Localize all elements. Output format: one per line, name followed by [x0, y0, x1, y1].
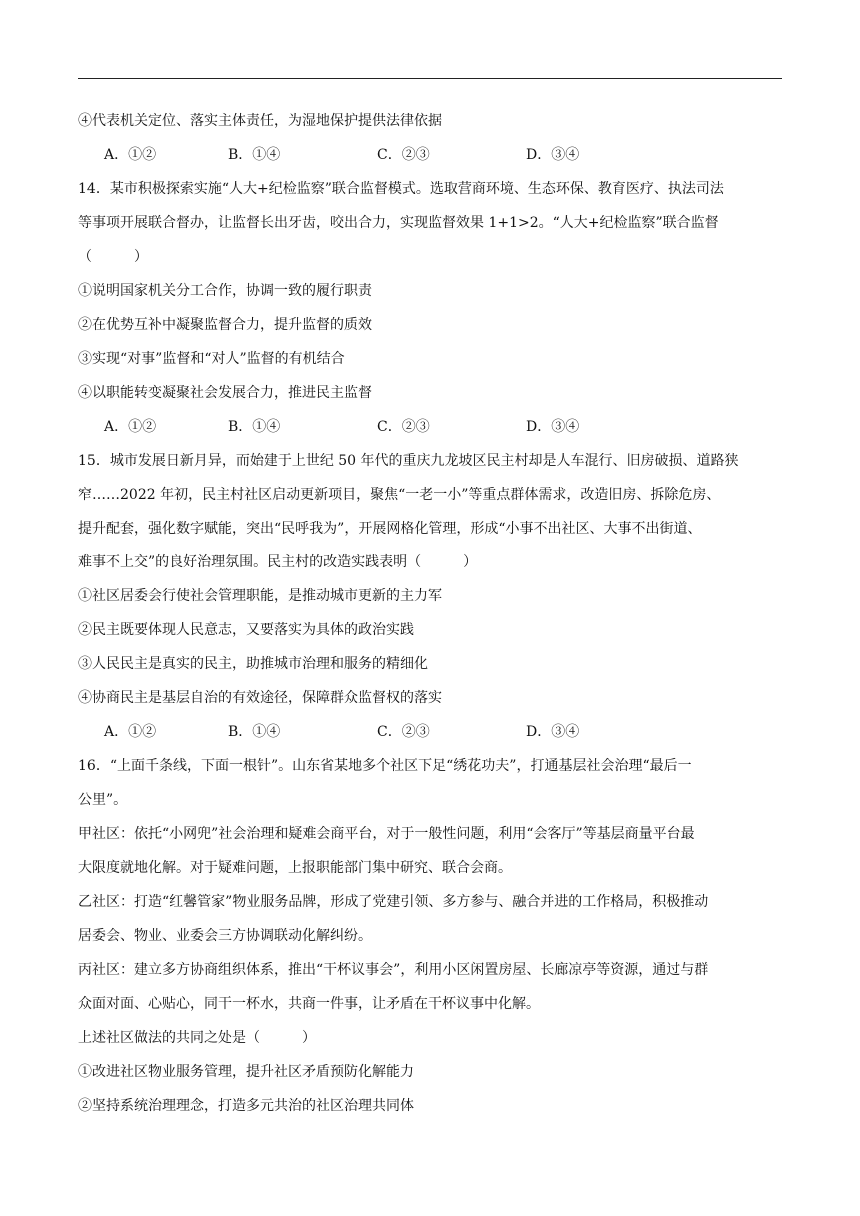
q15-stem-line-3: 提升配套，强化数字赋能，突出“民呼我为”，开展网格化管理，形成“小事不出社区、大事不出街道、	[78, 521, 702, 537]
q13-option-b: B．①④	[228, 147, 281, 163]
q13-option-a: A．①②	[104, 147, 157, 163]
q14-options	[104, 417, 784, 437]
q14-option-b: B．①④	[228, 419, 281, 435]
q14-statement-3: ③实现“对事”监督和“对人”监督的有机结合	[78, 351, 345, 367]
q15-statement-2: ②民主既要体现人民意志，又要落实为具体的政治实践	[78, 622, 414, 638]
q16-statement-1: ①改进社区物业服务管理，提升社区矛盾预防化解能力	[78, 1064, 414, 1080]
q16-community-c-line-1: 丙社区：建立多方协商组织体系，推出“干杯议事会”，利用小区闲置房屋、长廊凉亭等资源，通过与群	[78, 962, 709, 978]
q14-option-c: C．②③	[377, 419, 430, 435]
q14-stem-line-1: 14．某市积极探索实施“人大+纪检监察”联合监督模式。选取营商环境、生态环保、教育医疗、执法司法	[78, 181, 724, 197]
q16-stem-line-1: 16．“上面千条线，下面一根针”。山东省某地多个社区下足“绣花功夫”，打通基层社会治理“最后一	[78, 758, 692, 774]
q15-statement-3: ③人民民主是真实的民主，助推城市治理和服务的精细化	[78, 656, 428, 672]
q14-option-a: A．①②	[104, 419, 157, 435]
q15-stem-line-1: 15．城市发展日新月异，而始建于上世纪 50 年代的重庆九龙坡区民主村却是人车混行、旧房破损、道路狭	[78, 453, 739, 469]
q13-statement-4: ④代表机关定位、落实主体责任，为湿地保护提供法律依据	[78, 113, 442, 129]
q15-stem-line-4: 难事不上交”的良好治理氛围。民主村的改造实践表明（ ）	[78, 554, 478, 570]
q16-stem-line-2: 公里”。	[78, 792, 128, 808]
q15-option-a: A．①②	[104, 724, 157, 740]
q14-stem-line-2: 等事项开展联合督办，让监督长出牙齿，咬出合力，实现监督效果 1+1>2。“人大+纪检监察”联合监督	[78, 215, 719, 231]
q15-statement-1: ①社区居委会行使社会管理职能，是推动城市更新的主力军	[78, 588, 442, 604]
q15-option-c: C．②③	[377, 724, 430, 740]
q15-option-d: D．③④	[526, 724, 580, 740]
q16-community-a-line-1: 甲社区：依托“小网兜”社会治理和疑难会商平台，对于一般性问题，利用“会客厅”等基层商量平台最	[78, 826, 695, 842]
q13-options	[104, 145, 784, 165]
q15-options	[104, 722, 784, 742]
q16-question-line: 上述社区做法的共同之处是（ ）	[78, 1030, 316, 1046]
q14-answer-blank: （ ）	[78, 249, 148, 265]
q16-community-b-line-1: 乙社区：打造“红馨管家”物业服务品牌，形成了党建引领、多方参与、融合并进的工作格局，积极推动	[78, 894, 709, 910]
q13-option-d: D．③④	[526, 147, 580, 163]
q16-statement-2: ②坚持系统治理理念，打造多元共治的社区治理共同体	[78, 1098, 414, 1114]
q16-community-b-line-2: 居委会、物业、业委会三方协调联动化解纠纷。	[78, 928, 372, 944]
q14-statement-2: ②在优势互补中凝聚监督合力，提升监督的质效	[78, 317, 372, 333]
q16-community-c-line-2: 众面对面、心贴心，同干一杯水，共商一件事，让矛盾在干杯议事中化解。	[78, 996, 540, 1012]
q15-stem-line-2: 窄……2022 年初，民主村社区启动更新项目，聚焦“一老一小”等重点群体需求，改造旧房、拆除危房、	[78, 487, 721, 503]
q15-statement-4: ④协商民主是基层自治的有效途径，保障群众监督权的落实	[78, 690, 442, 706]
header-rule	[78, 78, 782, 79]
q13-option-c: C．②③	[377, 147, 430, 163]
q16-community-a-line-2: 大限度就地化解。对于疑难问题，上报职能部门集中研究、联合会商。	[78, 860, 512, 876]
q14-statement-4: ④以职能转变凝聚社会发展合力，推进民主监督	[78, 385, 372, 401]
q14-option-d: D．③④	[526, 419, 580, 435]
q15-option-b: B．①④	[228, 724, 281, 740]
q14-statement-1: ①说明国家机关分工合作，协调一致的履行职责	[78, 283, 372, 299]
